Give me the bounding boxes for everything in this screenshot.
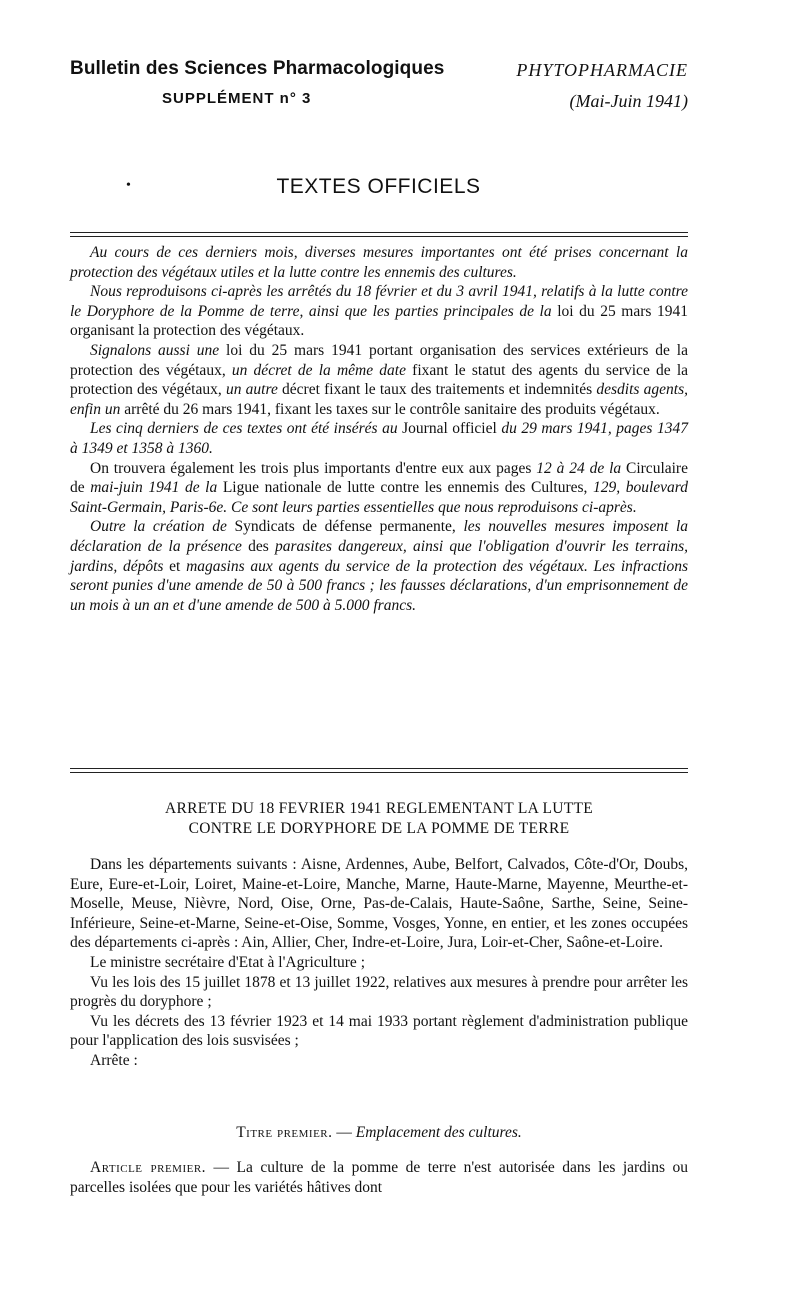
intro-paragraph-5: [70, 459, 688, 518]
intro-p4c: du 29 mars 1941, pages 1347 à 1349 et 1358 à 1360.: [70, 420, 688, 457]
arrete-paragraph-2: Le ministre secrétaire d'Etat à l'Agriculture ;: [90, 953, 365, 971]
intro-p5f: 129, boulevard Saint-Germain, Paris-6e. Ce sont leurs parties essentielles que nous reproduisons ci-après.: [70, 479, 688, 516]
divider-top-2: [70, 236, 688, 237]
intro-paragraph-1: [70, 243, 688, 282]
intro-p6d: des: [241, 537, 276, 555]
intro-p6f: et: [163, 557, 187, 575]
intro-paragraph-4: [70, 419, 688, 458]
intro-p5d: mai-juin 1941 de la: [90, 479, 218, 497]
article-first: [70, 1158, 688, 1197]
article-label: Article premier.: [90, 1159, 207, 1176]
intro-p5e: Ligue nationale de lutte contre les ennemis des Cultures,: [217, 479, 593, 497]
header-left: [70, 58, 450, 107]
intro-p1-text: Au cours de ces derniers mois, diverses mesures importantes ont été prises concernant la protection des végétaux utiles et la lutte contre les ennemis des cultures.: [70, 244, 688, 281]
arrete-title: [70, 799, 688, 839]
intro-p4b: Journal officiel: [397, 420, 502, 438]
intro-paragraph-2: [70, 282, 688, 341]
arrete-paragraph-3: Vu les lois des 15 juillet 1878 et 13 juillet 1922, relatives aux mesures à prendre pour arrêter les progrès du doryphore ;: [70, 973, 688, 1011]
intro-p3d: fixant le statut des agents du service de la protection des végétaux,: [70, 361, 688, 399]
intro-p3a: Signalons aussi une: [90, 341, 220, 359]
divider-mid-1: [70, 768, 688, 769]
header-right: [516, 60, 688, 112]
intro-p6g: magasins aux agents du service de la protection des végétaux. Les infractions seront punies d'une amende de 50 à 500 francs ; les fausses déclarations, d'un emprisonnement de un mois à un an et d'une amende de 500 à 5.000 francs.: [70, 557, 688, 614]
arrete-title-line-1: ARRETE DU 18 FEVRIER 1941 REGLEMENTANT LA LUTTE: [164, 800, 594, 817]
titre-heading: [70, 1124, 688, 1142]
intro-p4a: Les cinq derniers de ces textes ont été insérés au: [90, 420, 398, 438]
intro-p6c: les nouvelles mesures imposent la déclaration de la présence: [70, 518, 689, 555]
intro-p6a: Outre la création de: [90, 518, 227, 536]
intro-p5c: Circulaire de: [70, 459, 688, 497]
intro-p3c: un décret de la même date: [231, 361, 406, 379]
titre-text: Emplacement des cultures.: [355, 1124, 522, 1141]
intro-p3f: décret fixant le taux des traitements et indemnités: [277, 381, 597, 399]
article-text: — La culture de la pomme de terre n'est autorisée dans les jardins ou parcelles isolées que pour les variétés hâtives dont: [70, 1159, 689, 1196]
arrete-paragraph-4: Vu les décrets des 13 février 1923 et 14 mai 1933 portant règlement d'administration publique pour l'application des lois susvisées ;: [70, 1012, 688, 1050]
titre-label: Titre premier.: [236, 1124, 333, 1141]
arrete-body: [70, 855, 688, 1071]
page-title: TEXTES OFFICIELS: [276, 175, 481, 198]
titre-dash: —: [332, 1124, 356, 1141]
intro-p3h: arrêté du 26 mars 1941, fixant les taxes sur le contrôle sanitaire des produits végétaux.: [120, 400, 660, 418]
issue-period: (Mai-Juin 1941): [569, 91, 688, 111]
arrete-title-line-2: CONTRE LE DORYPHORE DE LA POMME DE TERRE: [188, 820, 570, 837]
divider-mid-2: [70, 772, 688, 773]
intro-p2a: Nous reproduisons ci-après les arrêtés du 18 février et du 3 avril 1941, relatifs à la lutte contre le Doryphore de la Pomme de terre, ainsi que les parties principales de la: [70, 283, 688, 320]
intro-p6b: Syndicats de défense permanente,: [226, 518, 464, 536]
intro-p5a: On trouvera également les trois plus importants d'entre eux aux pages: [90, 459, 537, 477]
supplement-number: SUPPLÉMENT n° 3: [162, 90, 312, 107]
journal-title: Bulletin des Sciences Pharmacologiques: [70, 58, 445, 79]
section-name: PHYTOPHARMACIE: [516, 60, 688, 80]
intro-paragraph-6: [70, 517, 688, 615]
divider-top-1: [70, 232, 688, 233]
arrete-paragraph-1: Dans les départements suivants : Aisne, Ardennes, Aube, Belfort, Calvados, Côte-d'Or, Doubs, Eure, Eure-et-Loir, Loiret, Maine-et-Loire, Manche, Marne, Haute-Marne, Mayenne, Meurthe-et-Moselle, Meuse, Nièvre, Nord, Oise, Orne, Pas-de-Calais, Haute-Saône, Sarthe, Seine, Seine-Inférieure, Seine-et-Marne, Seine-et-Oise, Somme, Vosges, Yonne, en entier, et les zones occupées des départements ci-après : Ain, Allier, Cher, Indre-et-Loire, Jura, Loir-et-Cher, Saône-et-Loire.: [70, 856, 688, 952]
bullet-mark: •: [126, 178, 131, 193]
intro-p3e: un autre: [225, 381, 278, 399]
arrete-paragraph-5: Arrête :: [90, 1051, 138, 1069]
intro-p3g: desdits agents, enfin un: [70, 381, 688, 418]
intro-p2b: loi du 25 mars 1941 organisant la protection des végétaux.: [70, 302, 688, 340]
intro-p3b: loi du 25 mars 1941 portant organisation des services extérieurs de la protection des végétaux,: [70, 341, 688, 379]
intro-text: [70, 243, 688, 615]
intro-p5b: 12 à 24 de la: [536, 459, 622, 477]
intro-paragraph-3: [70, 341, 688, 419]
intro-p6e: parasites dangereux, ainsi que l'obligation d'ouvrir les terrains, jardins, dépôts: [70, 537, 688, 575]
